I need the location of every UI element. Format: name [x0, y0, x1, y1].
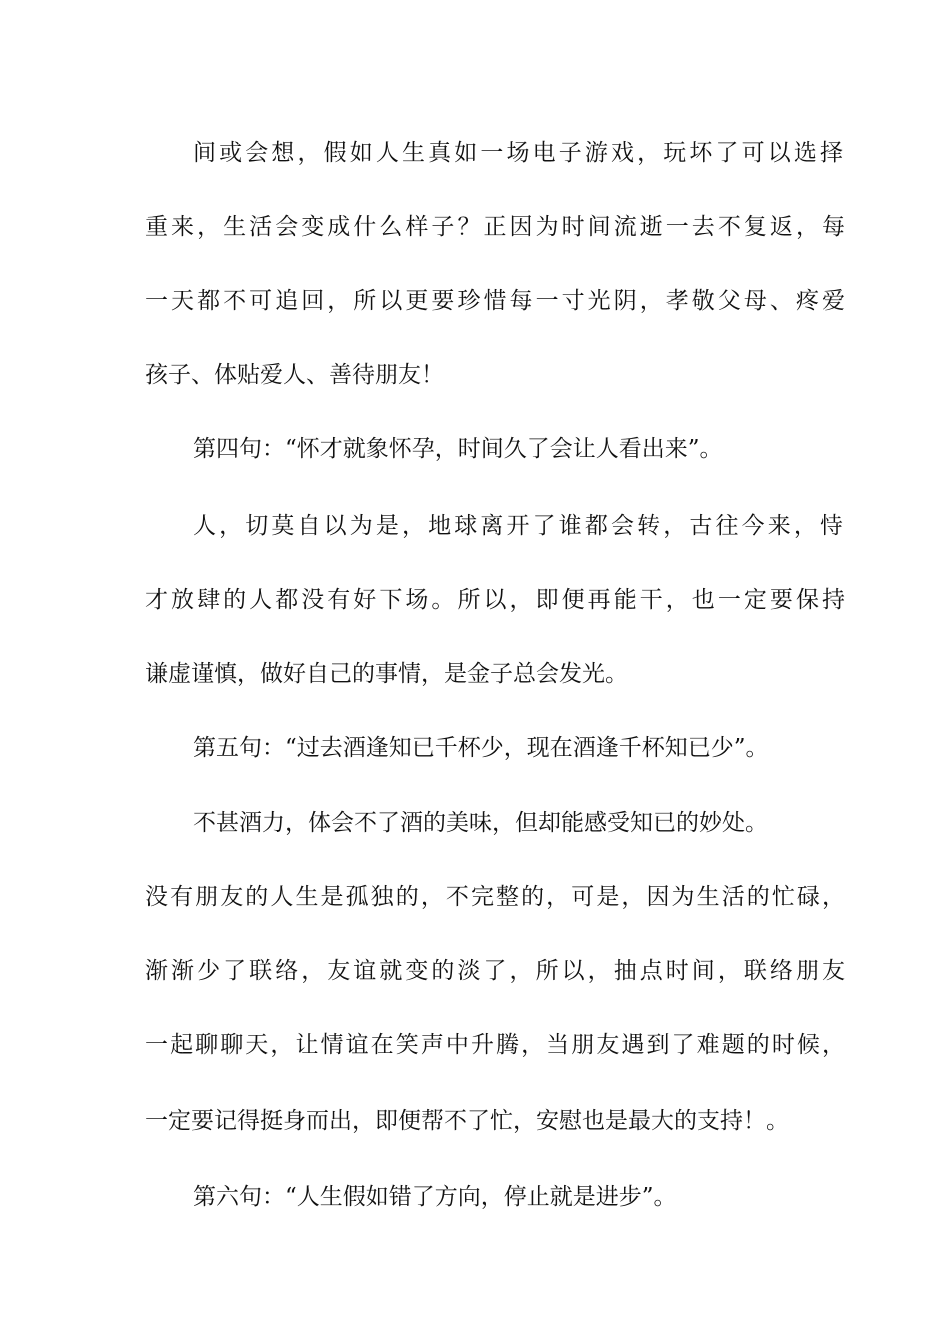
paragraph-line: 不甚酒力，体会不了酒的美味，但却能感受知已的妙处。: [193, 810, 768, 836]
paragraph-line: 一天都不可追回，所以更要珍惜每一寸光阴，孝敬父母、疼爱: [145, 288, 845, 314]
paragraph-line: 才放肆的人都没有好下场。所以，即便再能干，也一定要保持: [145, 587, 845, 613]
paragraph-line: 一定要记得挺身而出，即便帮不了忙，安慰也是最大的支持！。: [145, 1108, 789, 1134]
section-heading: 第五句：“过去酒逢知已千杯少，现在酒逢千杯知已少”。: [193, 735, 769, 761]
paragraph-line: 没有朋友的人生是孤独的，不完整的，可是，因为生活的忙碌，: [145, 884, 845, 910]
paragraph-line: 一起聊聊天，让情谊在笑声中升腾，当朋友遇到了难题的时候，: [145, 1032, 845, 1058]
paragraph-line: 人，切莫自以为是，地球离开了谁都会转，古往今来，恃: [193, 513, 843, 539]
paragraph-line: 谦虚谨慎，做好自己的事情，是金子总会发光。: [145, 661, 628, 687]
paragraph-line: 间或会想，假如人生真如一场电子游戏，玩坏了可以选择: [193, 140, 843, 166]
paragraph-line: 渐渐少了联络，友谊就变的淡了，所以，抽点时间，联络朋友: [145, 958, 845, 984]
paragraph-line: 重来，生活会变成什么样子？正因为时间流逝一去不复返，每: [145, 214, 845, 240]
section-heading: 第六句：“人生假如错了方向，停止就是进步”。: [193, 1184, 677, 1210]
section-heading: 第四句：“怀才就象怀孕，时间久了会让人看出来”。: [193, 436, 723, 462]
paragraph-line: 孩子、体贴爱人、善待朋友！: [145, 362, 444, 388]
